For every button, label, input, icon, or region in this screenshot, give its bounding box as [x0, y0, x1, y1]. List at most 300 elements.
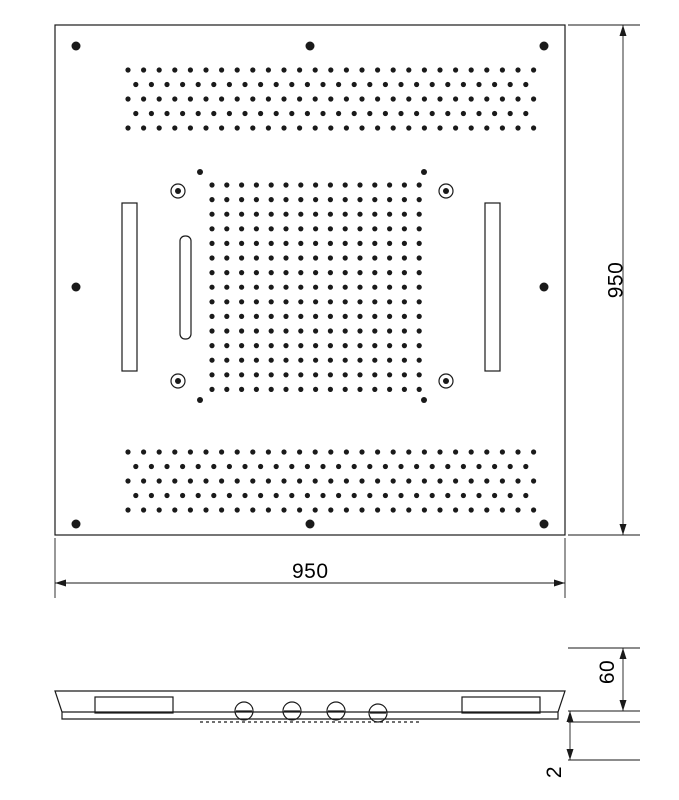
nozzle: [328, 96, 333, 101]
nozzle: [313, 449, 318, 454]
nozzle: [209, 285, 214, 290]
nozzle: [211, 493, 216, 498]
nozzle: [289, 111, 294, 116]
nozzle: [254, 285, 259, 290]
nozzle: [387, 343, 392, 348]
nozzle: [357, 285, 362, 290]
nozzle: [209, 343, 214, 348]
nozzle: [531, 478, 536, 483]
nozzle: [515, 67, 520, 72]
nozzle: [357, 314, 362, 319]
nozzle: [269, 241, 274, 246]
nozzle: [313, 343, 318, 348]
nozzle: [235, 449, 240, 454]
nozzle: [274, 464, 279, 469]
nozzle: [343, 358, 348, 363]
nozzle: [269, 299, 274, 304]
nozzle: [224, 270, 229, 275]
nozzle: [305, 493, 310, 498]
nozzle: [224, 255, 229, 260]
nozzle: [515, 125, 520, 130]
nozzle: [343, 314, 348, 319]
nozzle: [254, 241, 259, 246]
nozzle: [149, 464, 154, 469]
nozzle: [157, 478, 162, 483]
nozzle: [254, 358, 259, 363]
nozzle: [453, 449, 458, 454]
nozzle: [343, 241, 348, 246]
nozzle: [254, 255, 259, 260]
nozzle: [422, 125, 427, 130]
nozzle: [417, 212, 422, 217]
nozzle: [414, 82, 419, 87]
nozzle: [320, 111, 325, 116]
nozzle: [164, 111, 169, 116]
nozzle: [258, 111, 263, 116]
nozzle: [254, 343, 259, 348]
nozzle: [422, 478, 427, 483]
nozzle: [203, 67, 208, 72]
nozzle: [283, 182, 288, 187]
nozzle: [141, 449, 146, 454]
nozzle: [239, 372, 244, 377]
nozzle: [372, 387, 377, 392]
nozzle: [375, 478, 380, 483]
nozzle: [343, 343, 348, 348]
nozzle: [531, 96, 536, 101]
nozzle: [398, 464, 403, 469]
nozzle: [266, 449, 271, 454]
nozzle: [141, 67, 146, 72]
nozzle: [387, 212, 392, 217]
nozzle: [254, 314, 259, 319]
nozzle: [258, 82, 263, 87]
nozzle: [328, 125, 333, 130]
nozzle: [500, 478, 505, 483]
nozzle: [402, 358, 407, 363]
nozzle: [313, 507, 318, 512]
nozzle: [372, 285, 377, 290]
nozzle: [422, 449, 427, 454]
nozzle: [313, 182, 318, 187]
nozzle: [283, 255, 288, 260]
nozzle: [406, 67, 411, 72]
nozzle: [387, 182, 392, 187]
nozzle: [239, 226, 244, 231]
nozzle: [352, 111, 357, 116]
nozzle: [372, 314, 377, 319]
nozzle: [372, 328, 377, 333]
right-light-slot: [485, 203, 500, 371]
nozzle: [352, 464, 357, 469]
nozzle: [398, 82, 403, 87]
nozzle: [328, 314, 333, 319]
nozzle: [250, 67, 255, 72]
nozzle: [313, 226, 318, 231]
nozzle: [328, 343, 333, 348]
nozzle: [343, 387, 348, 392]
nozzle: [242, 111, 247, 116]
top-view-group: [55, 25, 565, 535]
nozzle: [344, 449, 349, 454]
nozzle: [328, 285, 333, 290]
nozzle: [461, 464, 466, 469]
nozzle: [500, 67, 505, 72]
nozzle: [149, 493, 154, 498]
nozzle: [422, 67, 427, 72]
nozzle: [367, 82, 372, 87]
nozzle: [328, 299, 333, 304]
nozzle: [266, 478, 271, 483]
nozzle: [523, 464, 528, 469]
nozzle: [283, 226, 288, 231]
nozzle: [281, 507, 286, 512]
nozzle: [523, 493, 528, 498]
nozzle: [406, 125, 411, 130]
nozzle: [209, 197, 214, 202]
nozzle: [188, 96, 193, 101]
nozzle: [328, 372, 333, 377]
nozzle: [357, 255, 362, 260]
nozzle: [180, 111, 185, 116]
nozzle: [417, 285, 422, 290]
nozzle: [250, 507, 255, 512]
nozzle: [391, 449, 396, 454]
nozzle: [298, 255, 303, 260]
nozzle: [269, 182, 274, 187]
dimension-label-width: 950: [292, 560, 329, 583]
nozzle: [367, 111, 372, 116]
nozzle: [283, 197, 288, 202]
nozzle: [297, 67, 302, 72]
nozzle: [274, 493, 279, 498]
nozzle: [372, 270, 377, 275]
nozzle: [235, 507, 240, 512]
nozzle: [227, 493, 232, 498]
nozzle: [297, 507, 302, 512]
nozzle: [414, 111, 419, 116]
nozzle: [254, 226, 259, 231]
nozzle: [239, 358, 244, 363]
nozzle: [417, 343, 422, 348]
nozzle: [209, 314, 214, 319]
nozzle: [461, 111, 466, 116]
nozzle: [523, 82, 528, 87]
nozzle: [209, 182, 214, 187]
nozzle: [188, 507, 193, 512]
nozzle: [313, 241, 318, 246]
nozzle: [203, 507, 208, 512]
nozzle: [417, 372, 422, 377]
nozzle: [141, 125, 146, 130]
nozzle: [402, 270, 407, 275]
nozzle: [239, 212, 244, 217]
nozzle: [406, 449, 411, 454]
nozzle: [387, 328, 392, 333]
nozzle: [344, 478, 349, 483]
nozzle: [500, 96, 505, 101]
nozzle: [328, 358, 333, 363]
nozzle: [336, 493, 341, 498]
nozzle: [453, 96, 458, 101]
nozzle: [375, 96, 380, 101]
nozzle: [328, 270, 333, 275]
center-slot: [180, 236, 191, 339]
nozzle: [125, 478, 130, 483]
nozzle: [417, 358, 422, 363]
nozzle: [531, 449, 536, 454]
nozzle: [357, 241, 362, 246]
nozzle: [298, 270, 303, 275]
nozzle: [417, 197, 422, 202]
nozzle: [258, 464, 263, 469]
nozzle: [313, 328, 318, 333]
nozzle: [531, 125, 536, 130]
nozzle: [476, 111, 481, 116]
side-profile: [55, 691, 565, 719]
nozzle: [437, 449, 442, 454]
nozzle: [372, 226, 377, 231]
nozzle: [283, 358, 288, 363]
nozzle: [224, 182, 229, 187]
nozzle: [508, 464, 513, 469]
nozzle: [298, 285, 303, 290]
nozzle: [227, 82, 232, 87]
nozzle: [149, 82, 154, 87]
nozzle: [269, 270, 274, 275]
nozzle: [188, 449, 193, 454]
nozzle: [328, 387, 333, 392]
nozzle: [484, 125, 489, 130]
nozzle: [313, 67, 318, 72]
side-left-slot: [95, 697, 173, 713]
nozzle: [437, 96, 442, 101]
nozzle: [391, 478, 396, 483]
nozzle: [297, 125, 302, 130]
nozzle: [239, 255, 244, 260]
nozzle: [523, 111, 528, 116]
nozzle: [141, 478, 146, 483]
rain-field-corner-marks: [197, 169, 427, 403]
nozzle: [298, 182, 303, 187]
nozzle: [209, 212, 214, 217]
panel-outline: [55, 25, 565, 535]
nozzle: [209, 328, 214, 333]
nozzle: [298, 387, 303, 392]
nozzle: [343, 270, 348, 275]
nozzle: [258, 493, 263, 498]
nozzle: [203, 125, 208, 130]
nozzle: [180, 493, 185, 498]
nozzle: [172, 125, 177, 130]
nozzle: [188, 478, 193, 483]
nozzle: [269, 255, 274, 260]
nozzle: [283, 343, 288, 348]
nozzle: [313, 285, 318, 290]
nozzle: [391, 125, 396, 130]
nozzle: [372, 343, 377, 348]
nozzle: [402, 372, 407, 377]
nozzle: [298, 241, 303, 246]
nozzle: [414, 464, 419, 469]
nozzle: [328, 328, 333, 333]
nozzle: [387, 255, 392, 260]
nozzle: [172, 507, 177, 512]
nozzle: [141, 96, 146, 101]
nozzle: [430, 111, 435, 116]
nozzle: [357, 328, 362, 333]
nozzle: [343, 285, 348, 290]
nozzle: [372, 255, 377, 260]
nozzle: [254, 372, 259, 377]
nozzle: [328, 507, 333, 512]
nozzle: [235, 125, 240, 130]
nozzle: [224, 226, 229, 231]
nozzle: [445, 464, 450, 469]
nozzle: [383, 493, 388, 498]
nozzle: [484, 507, 489, 512]
nozzle: [357, 358, 362, 363]
nozzle: [269, 197, 274, 202]
nozzle: [469, 449, 474, 454]
nozzle: [430, 82, 435, 87]
nozzle: [188, 67, 193, 72]
nozzle: [239, 343, 244, 348]
nozzle: [357, 343, 362, 348]
nozzle: [269, 372, 274, 377]
nozzle: [372, 241, 377, 246]
left-light-slot: [122, 203, 137, 371]
nozzle: [297, 449, 302, 454]
nozzle: [224, 197, 229, 202]
nozzle: [254, 270, 259, 275]
nozzle: [469, 478, 474, 483]
nozzle: [209, 226, 214, 231]
nozzle: [357, 270, 362, 275]
nozzle: [328, 241, 333, 246]
nozzle: [357, 182, 362, 187]
nozzle: [417, 241, 422, 246]
nozzle: [357, 372, 362, 377]
nozzle: [453, 507, 458, 512]
nozzle: [250, 478, 255, 483]
nozzle: [445, 82, 450, 87]
nozzle: [484, 449, 489, 454]
nozzle: [269, 226, 274, 231]
nozzle: [453, 67, 458, 72]
nozzle: [398, 111, 403, 116]
nozzle: [328, 197, 333, 202]
nozzle: [289, 82, 294, 87]
nozzle: [224, 314, 229, 319]
nozzle: [254, 182, 259, 187]
nozzle: [313, 299, 318, 304]
nozzle: [180, 464, 185, 469]
nozzle: [227, 111, 232, 116]
nozzle: [336, 464, 341, 469]
nozzle: [274, 111, 279, 116]
nozzle: [209, 372, 214, 377]
nozzle: [328, 449, 333, 454]
nozzle: [224, 358, 229, 363]
nozzle: [357, 212, 362, 217]
nozzle: [352, 493, 357, 498]
nozzle: [357, 197, 362, 202]
nozzle: [239, 241, 244, 246]
nozzle: [297, 96, 302, 101]
nozzle: [219, 449, 224, 454]
nozzle: [383, 82, 388, 87]
nozzle: [328, 478, 333, 483]
nozzle: [219, 67, 224, 72]
nozzle: [242, 82, 247, 87]
nozzle: [445, 493, 450, 498]
nozzle: [417, 270, 422, 275]
nozzle: [359, 449, 364, 454]
nozzle: [508, 111, 513, 116]
nozzle: [344, 96, 349, 101]
nozzle: [453, 478, 458, 483]
nozzle: [196, 493, 201, 498]
nozzle: [344, 125, 349, 130]
nozzle: [398, 493, 403, 498]
nozzle: [313, 270, 318, 275]
nozzle: [298, 197, 303, 202]
nozzle: [172, 96, 177, 101]
nozzle: [289, 464, 294, 469]
nozzle: [375, 67, 380, 72]
nozzle: [125, 67, 130, 72]
nozzle: [402, 212, 407, 217]
dimension-label-thickness: 60: [596, 659, 620, 685]
nozzle: [417, 255, 422, 260]
nozzle: [343, 255, 348, 260]
nozzle: [203, 96, 208, 101]
nozzle: [196, 82, 201, 87]
nozzle: [289, 493, 294, 498]
nozzle: [211, 464, 216, 469]
nozzle: [283, 285, 288, 290]
nozzle: [430, 493, 435, 498]
nozzle: [125, 96, 130, 101]
nozzle: [172, 67, 177, 72]
nozzle: [367, 464, 372, 469]
nozzle: [242, 493, 247, 498]
nozzle: [372, 299, 377, 304]
nozzle: [269, 387, 274, 392]
nozzle: [417, 314, 422, 319]
nozzle: [343, 226, 348, 231]
nozzle: [313, 197, 318, 202]
nozzle: [343, 328, 348, 333]
nozzle: [313, 212, 318, 217]
nozzle: [239, 314, 244, 319]
nozzle: [266, 67, 271, 72]
nozzle: [283, 241, 288, 246]
nozzle: [383, 464, 388, 469]
nozzle: [328, 182, 333, 187]
nozzle: [239, 182, 244, 187]
nozzle: [172, 449, 177, 454]
nozzle: [283, 372, 288, 377]
dimension-label-lip: 2: [543, 765, 567, 779]
nozzle: [508, 82, 513, 87]
nozzle: [387, 241, 392, 246]
nozzle: [157, 449, 162, 454]
nozzle: [164, 82, 169, 87]
nozzle: [133, 82, 138, 87]
nozzle: [219, 96, 224, 101]
